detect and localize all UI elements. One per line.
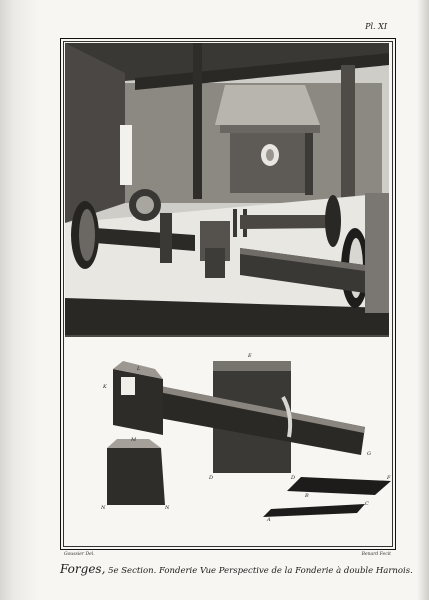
fig-letter: B xyxy=(305,493,309,499)
page-edge xyxy=(417,0,429,600)
plate-number: Pl. XI xyxy=(365,22,387,31)
fig-letter: A xyxy=(267,517,271,523)
engraving-illustration xyxy=(65,43,389,543)
fig-letter: L xyxy=(137,366,141,372)
caption-title: Forges, xyxy=(60,562,106,576)
fig-letter: D xyxy=(291,475,296,481)
fig-letter: M xyxy=(131,437,137,443)
plate-caption xyxy=(60,562,413,576)
fig-letter: K xyxy=(103,384,107,390)
fig-letter: F xyxy=(387,475,391,481)
foundry-interior-view xyxy=(65,43,389,335)
binding-shadow xyxy=(0,0,40,600)
fig-letter: N xyxy=(101,505,106,511)
fig-letter: E xyxy=(248,353,252,359)
fig-letter: D xyxy=(209,475,214,481)
fig-letter: C xyxy=(365,501,369,507)
fig-letter: N xyxy=(165,505,170,511)
draughtsman-signature: Goussier Del. xyxy=(64,552,95,557)
engraver-signature: Benard Fecit xyxy=(361,552,391,557)
caption-text: 5e Section. Fonderie Vue Perspective de la Fonderie à double Harnois. xyxy=(108,566,413,576)
fig-letter: G xyxy=(367,451,371,457)
